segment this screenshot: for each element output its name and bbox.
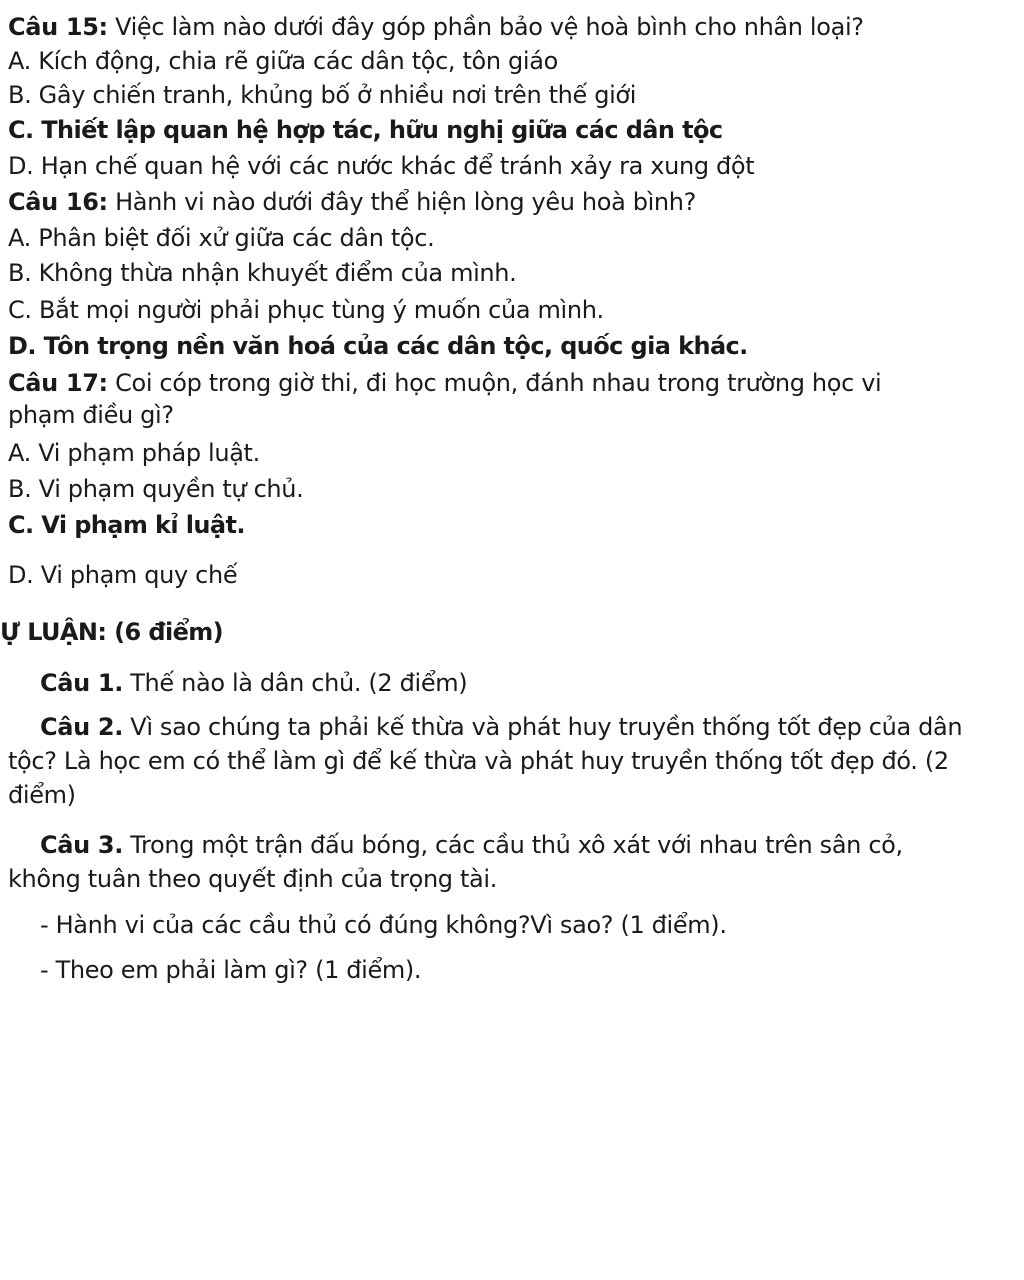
cropped-previous-line — [90, 0, 990, 4]
q16-option-a: A. Phân biệt đối xử giữa các dân tộc. — [8, 224, 435, 252]
q15-option-d: D. Hạn chế quan hệ với các nước khác để tránh xảy ra xung đột — [8, 152, 755, 180]
essay-question-3-sub1: - Hành vi của các cầu thủ có đúng không?Vì sao? (1 điểm). — [40, 911, 727, 939]
essay-question-3-label: Câu 3. — [40, 831, 123, 859]
essay-question-1 — [40, 668, 467, 698]
essay-question-2 — [40, 712, 962, 742]
q16-option-c: C. Bắt mọi người phải phục tùng ý muốn của mình. — [8, 296, 604, 324]
question-15-label: Câu 15: — [8, 13, 108, 41]
question-17-text-line2: phạm điều gì? — [8, 401, 174, 429]
question-17-text-line1: Coi cóp trong giờ thi, đi học muộn, đánh nhau trong trường học vi — [107, 369, 882, 397]
q17-option-a: A. Vi phạm pháp luật. — [8, 439, 260, 467]
question-16-label: Câu 16: — [8, 188, 108, 216]
essay-question-3-sub2: - Theo em phải làm gì? (1 điểm). — [40, 956, 422, 984]
q17-option-c: C. Vi phạm kỉ luật. — [8, 511, 245, 539]
q15-option-b: B. Gây chiến tranh, khủng bố ở nhiều nơi trên thế giới — [8, 81, 637, 109]
essay-question-1-label: Câu 1. — [40, 669, 123, 697]
essay-question-3-line2: không tuân theo quyết định của trọng tài. — [8, 865, 497, 893]
question-16 — [8, 187, 696, 217]
question-15-text: Việc làm nào dưới đây góp phần bảo vệ hoà bình cho nhân loại? — [107, 13, 864, 41]
q15-option-c: C. Thiết lập quan hệ hợp tác, hữu nghị giữa các dân tộc — [8, 116, 723, 144]
essay-question-2-line2: tộc? Là học em có thể làm gì để kế thừa và phát huy truyền thống tốt đẹp đó. (2 — [8, 747, 949, 775]
q16-option-b: B. Không thừa nhận khuyết điểm của mình. — [8, 259, 517, 287]
q15-option-a: A. Kích động, chia rẽ giữa các dân tộc, tôn giáo — [8, 47, 558, 75]
essay-question-2-line1: Vì sao chúng ta phải kế thừa và phát huy truyền thống tốt đẹp của dân — [122, 713, 963, 741]
q17-option-b: B. Vi phạm quyền tự chủ. — [8, 475, 304, 503]
essay-question-1-text: Thế nào là dân chủ. (2 điểm) — [122, 669, 468, 697]
essay-question-2-label: Câu 2. — [40, 713, 123, 741]
question-17 — [8, 368, 881, 398]
question-17-label: Câu 17: — [8, 369, 108, 397]
essay-question-3-line1: Trong một trận đấu bóng, các cầu thủ xô xát với nhau trên sân cỏ, — [122, 831, 903, 859]
essay-heading: Ự LUẬN: (6 điểm) — [0, 618, 224, 646]
q16-option-d: D. Tôn trọng nền văn hoá của các dân tộc, quốc gia khác. — [8, 332, 748, 360]
essay-question-2-line3: điểm) — [8, 781, 76, 809]
question-16-text: Hành vi nào dưới đây thể hiện lòng yêu hoà bình? — [107, 188, 697, 216]
question-15 — [8, 12, 864, 42]
q17-option-d: D. Vi phạm quy chế — [8, 561, 238, 589]
essay-question-3 — [40, 830, 903, 860]
